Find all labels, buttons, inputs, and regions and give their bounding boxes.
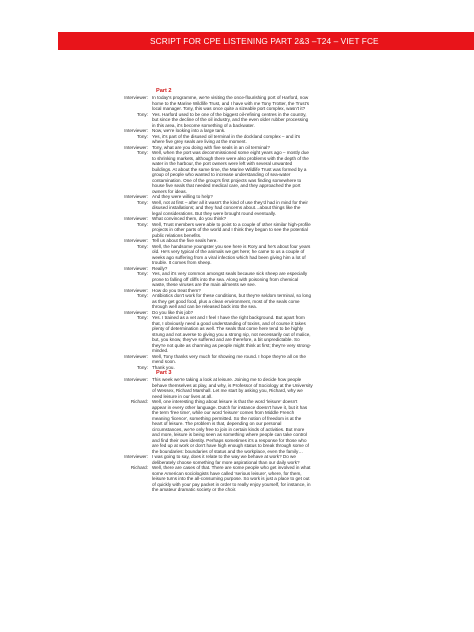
speaker-label: Interviewer: [124,144,148,150]
speaker-label: Tony: [137,111,148,117]
speech-text: Yes. Harford used to be one of the biggest oil-refining centres in the country, but since the decline of the oil industry, and the even older rubber processing in this area, it's become something of a backwater. [152,111,309,128]
speaker-label: Tony: [137,221,148,227]
dialogue-turn [104,354,434,365]
speech-text: Well, one interesting thing about leisure is that the word 'leisure' doesn't appear in every other language. Dutch for instance doesn't have it, but it has the term 'free time', while our word 'leisure' comes from Middle French meaning 'licence', something permitted. So the notion of freedom is at the heart of leisure. The problem is that, depending on our personal circumstances, we're only free to join in certain kinds of activities. But more and more, leisure is being seen as something where people can take control and find their own identity. Perhaps sometimes it's a response for those who are fed up at work or don't have high enough status to break through some of the boundaries: boundaries of status and the workplace, even the family… [152,399,309,454]
speaker-label: Tony: [137,243,148,249]
dialogue-turn [104,315,434,354]
document-title-banner [58,32,474,50]
speaker-label: Tony: [137,364,148,370]
part3-transcript [104,377,434,493]
speech-text: Well, Trust members were able to point to a couple of other similar high-profile projects in other parts of the world and I think they began to see the potential public relations benefits. [152,221,311,238]
dialogue-turn [104,244,434,266]
dialogue-turn [104,200,434,217]
speech-text: Really? [152,265,168,271]
speech-text: Well, the handsome youngster you see here is Rory and he's about four years old. He's very typical of the animals we get here; he came to us a couple of weeks ago suffering from a viral infection which had been giving him a lot of trouble. It comes from sheep. [152,243,311,265]
speech-text: Yes. I trained as a vet and I feel I have the right background. But apart from that, I obviously need a good understanding of toxins, and of course it takes plenty of determination as well. The seals that come here tend to be highly strung and not averse to giving you a strong nip, not necessarily out of malice, but, you know, they've suffered and are therefore, a bit unpredictable. So they're not quite as charming as people might think at first; they're very strong- minded. [152,315,312,353]
speaker-label: Interviewer: [124,309,148,315]
part2-heading: Part 2 [156,88,172,94]
dialogue-turn [104,95,434,112]
part2-transcript [104,95,434,370]
speaker-label: Tony: [137,293,148,298]
speaker-label: Interviewer: [124,95,148,100]
dialogue-turn [104,150,434,194]
speech-text: I was going to say, does it relate to the way we behave at work? Do we deliberately choose something far more aspirational than our daily work? [152,454,300,465]
speech-text: Tell us about the five seals here. [152,238,218,243]
speaker-label: Tony: [137,315,148,320]
speech-text: How do you treat them? [152,287,201,293]
speaker-label: Interviewer: [124,194,148,199]
speech-text: Antibiotics don't work for these conditions, but they're seldom terminal, so long as they get good food, plus a clean environment, most of the seals come through well and can be released back into the sea. [152,293,312,309]
speech-text: Yes, and it's very common amongst seals because sick sheep are especially prone to falling off cliffs into the sea. Along with poisoning from chemical waste, these viruses are the main ailments we see. [152,271,308,287]
speech-text: Well, not at first – after all it wasn't the kind of use they'd had in mind for their disused installations; and they had concerns about…about things like the legal considerations. But they were brought round eventually. [152,199,308,216]
speaker-label: Tony: [137,150,148,155]
transcript [104,88,434,493]
speaker-label: Interviewer: [124,265,148,271]
speech-text: This week we're taking a look at leisure. Joining me to decide how people behave themselves at play, and why, is Professor of Sociology at the University of Wessex, Richard Marshall. Let me start by asking you, Richard, why we need leisure in our lives at all. [152,377,313,399]
speech-text: Well, there are cases of that. There are some people who get involved in what some American sociologists have called 'serious leisure', where, for them, leisure turns into the all-consuming purpose. So work is just a place to get out of quickly with your pay packet in order to really enjoy yourself, for instance, in the amateur dramatic society or the choir. [152,465,311,492]
speaker-label: Interviewer: [124,216,148,221]
speaker-label: Interviewer: [124,128,148,133]
speech-text: In today's programme, we're visiting the once-flourishing port of Harford, now home to the Marine Wildlife Trust, and I have with me Tony Trotter, the Trust's local manager. Tony, this was once quite a sizeable port complex, wasn't it? [152,95,310,111]
speaker-label: Interviewer: [124,238,148,243]
speaker-label: Interviewer: [124,377,148,382]
dialogue-turn [104,112,434,129]
dialogue-turn [104,399,434,454]
speech-text: Well, Tony thanks very much for showing me round. I hope they're all on the mend soon. [152,353,306,364]
dialogue-turn [104,377,434,399]
speaker-label: Interviewer: [124,353,148,359]
document-title: SCRIPT FOR CPE LISTENING PART 2&3 –T24 – VIET FCE [150,36,379,46]
dialogue-turn [104,293,434,310]
part3-heading: Part 3 [156,370,172,376]
speaker-label: Interviewer: [124,454,148,459]
speaker-label: Tony: [137,133,148,139]
speech-text: And they were willing to help? [152,194,213,199]
speech-text: Well, when the port was decommissioned some eight years ago – mostly due to shrinking markets, although there were also problems with the depth of the water in the harbour, the port owners were left with several unwanted buildings. At about the same time, the Marine Wildlife Trust was formed by a group of people who wanted to increase understanding of sea-water contamination. One of the group's first projects was finding somewhere to house five seals that needed medical care, and they approached the port owners for ideas. [152,150,309,194]
dialogue-turn [104,454,434,465]
speaker-label: Interviewer: [124,287,148,293]
dialogue-turn [104,465,434,493]
speech-text: What convinced them, do you think? [152,216,227,221]
speech-text: Thank you. [152,364,175,370]
speech-text: Do you like this job? [152,309,194,315]
speaker-label: Tony: [137,271,148,276]
speech-text: Yes, it's part of the disused oil terminal in the dockland complex – and it's where five grey seals are living at the moment. [152,133,301,144]
dialogue-turn [104,271,434,288]
speech-text: Now, we're looking into a large tank. [152,128,226,133]
speaker-label: Tony: [137,199,148,205]
speaker-label: Richard: [130,399,148,404]
dialogue-turn [104,134,434,145]
dialogue-turn [104,365,434,371]
speech-text: Tony, what are you doing with five seals in an oil terminal? [152,144,270,150]
speaker-label: Richard: [130,465,148,470]
dialogue-turn [104,222,434,239]
